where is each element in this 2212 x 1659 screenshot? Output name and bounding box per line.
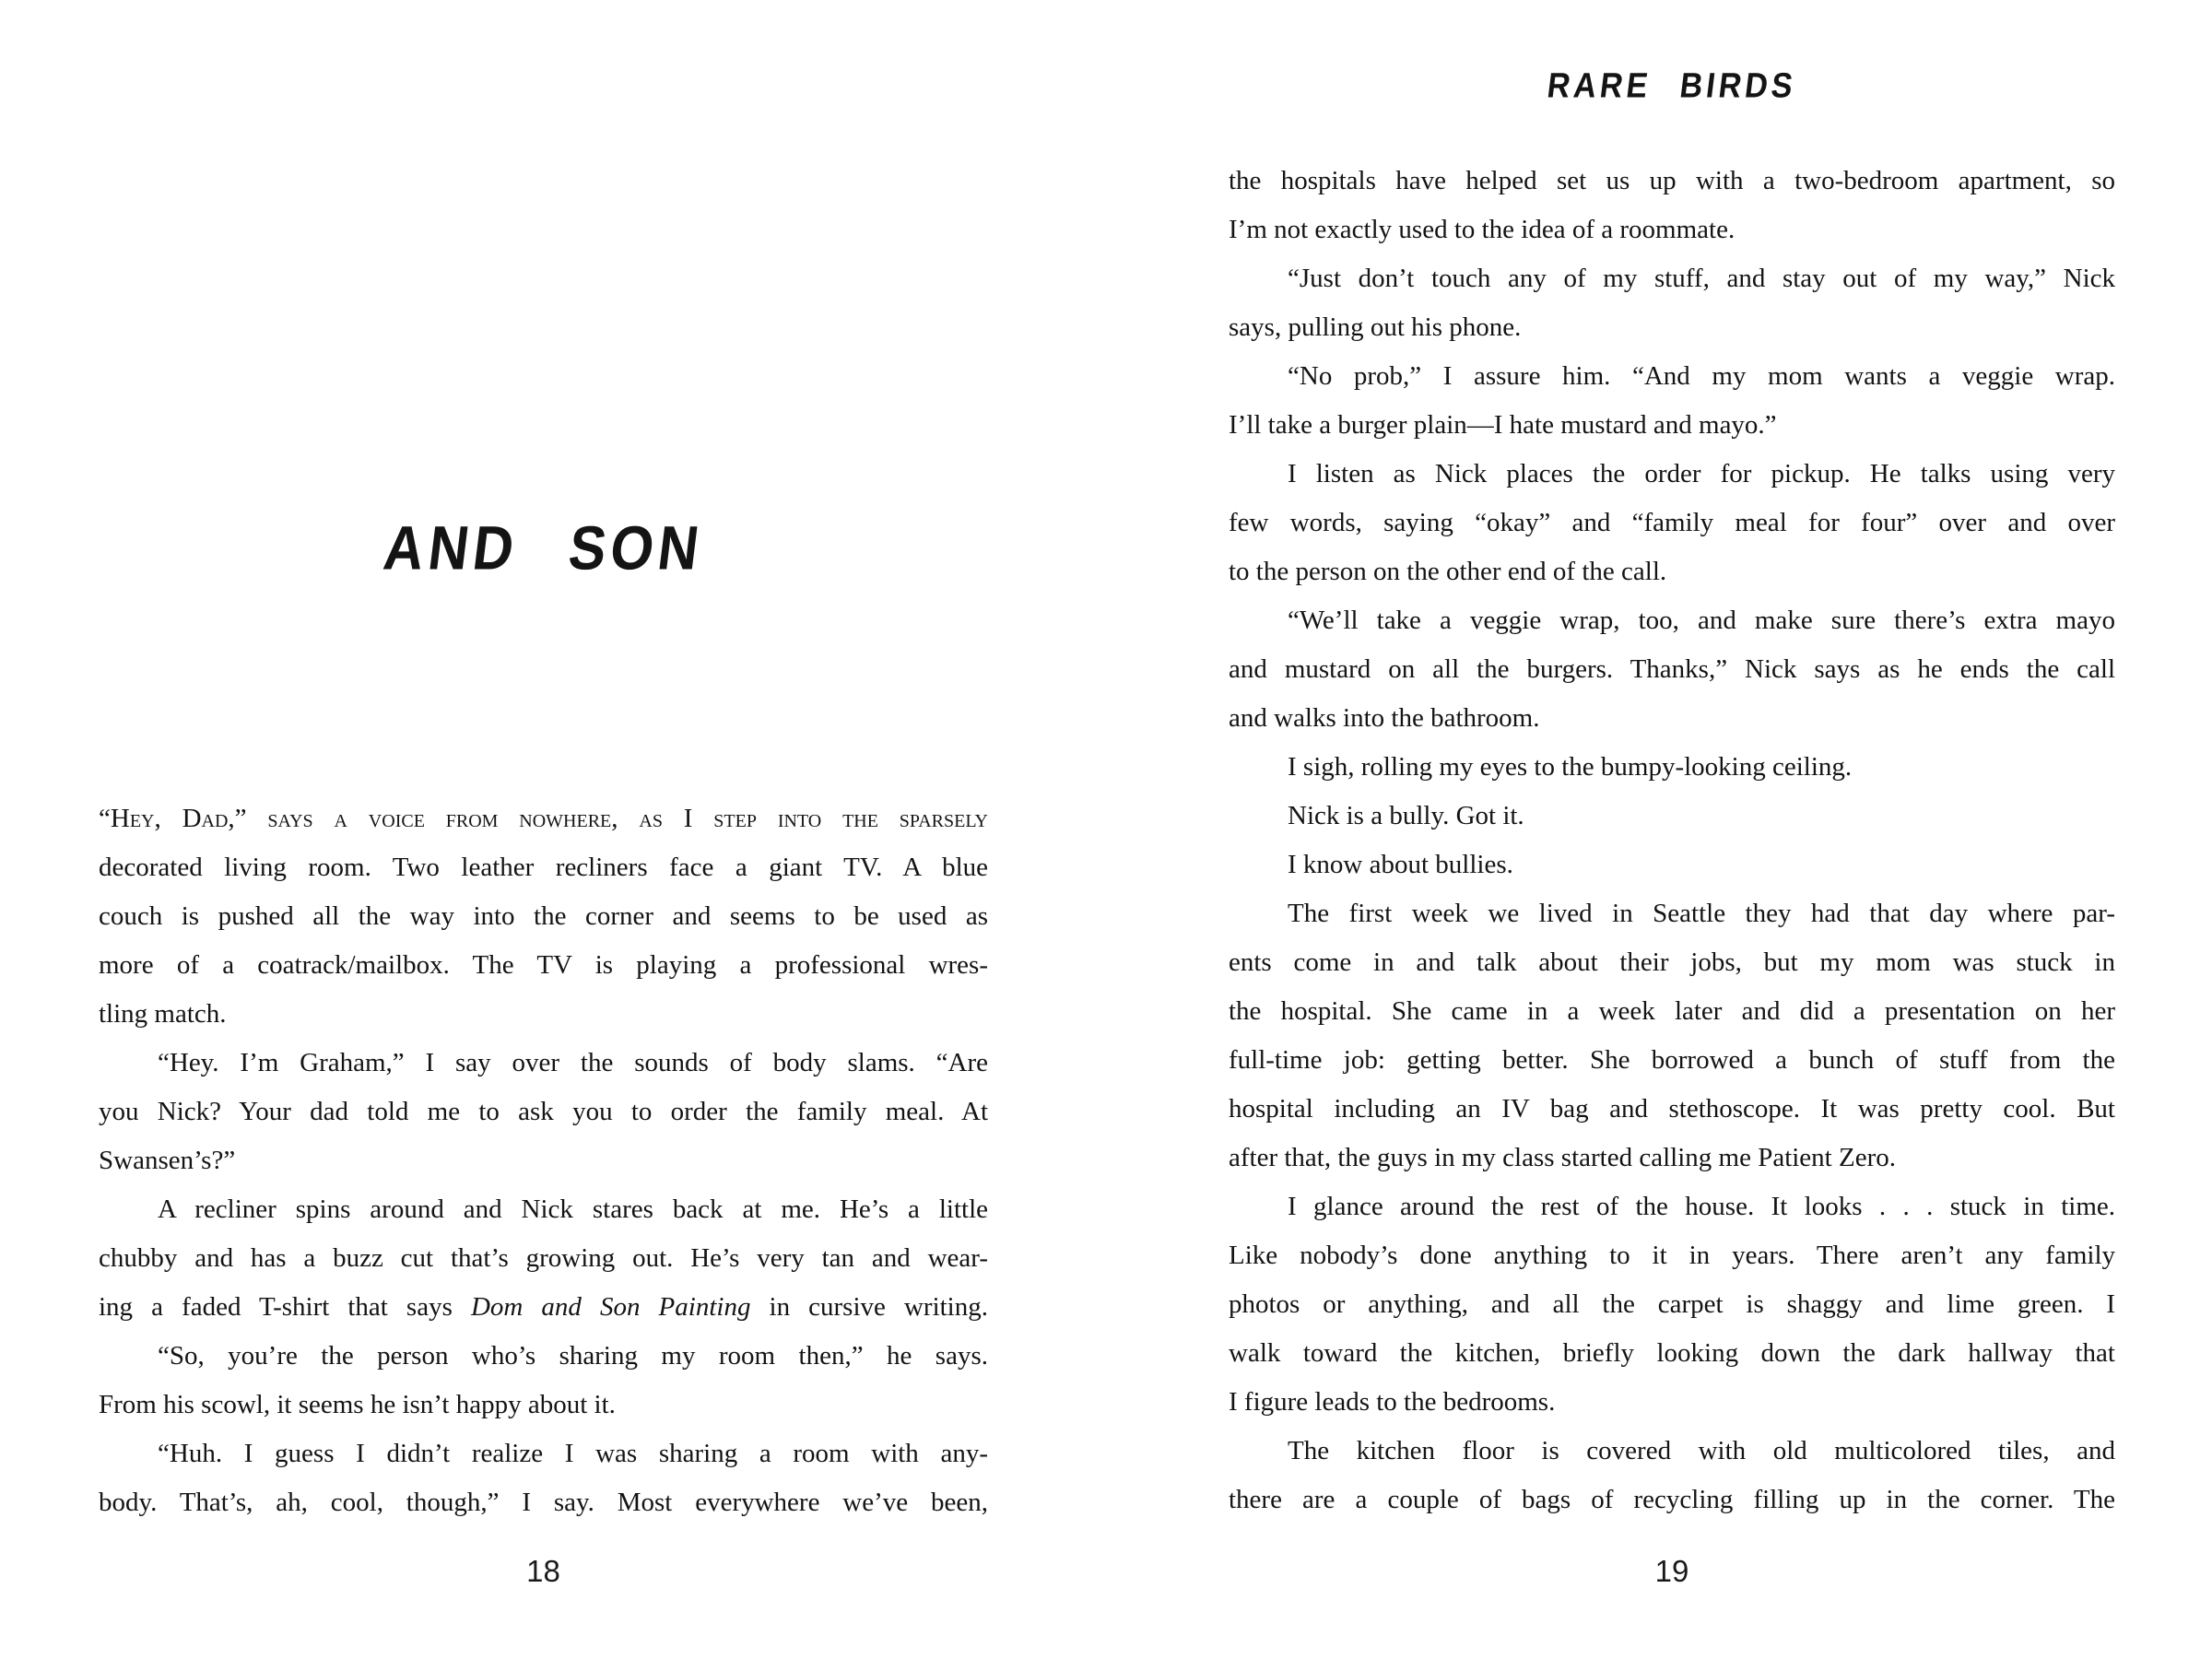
text-segment: hospital including an IV bag and stethoscope. It was pretty cool. But <box>1229 1094 2115 1124</box>
text-segment: The first week we lived in Seattle they had that day where par- <box>1288 899 2115 928</box>
running-header <box>1229 65 2115 106</box>
text-line <box>99 794 988 843</box>
text-line <box>1229 792 2115 841</box>
text-line <box>99 1088 988 1136</box>
text-segment: Like nobody’s done anything to it in years. There aren’t any family <box>1229 1241 2115 1270</box>
text-segment: and mustard on all the burgers. Thanks,” Nick says as he ends the call <box>1229 654 2115 684</box>
text-line <box>99 1430 988 1478</box>
text-segment: says, pulling out his phone. <box>1229 312 1522 342</box>
text-segment: there are a couple of bags of recycling filling up in the corner. The <box>1229 1485 2115 1514</box>
running-header-text: RARE BIRDS <box>1545 65 1799 106</box>
text-segment: you Nick? Your dad told me to ask you to order the family meal. At <box>99 1097 988 1126</box>
text-segment: body. That’s, ah, cool, though,” I say. Most everywhere we’ve been, <box>99 1488 988 1517</box>
left-page-body <box>99 794 988 1527</box>
text-line <box>1229 1182 2115 1231</box>
text-segment: few words, saying “okay” and “family meal for four” over and over <box>1229 508 2115 537</box>
text-segment: “Just don’t touch any of my stuff, and stay out of my way,” Nick <box>1288 264 2115 293</box>
text-line <box>99 1136 988 1185</box>
text-line <box>1229 743 2115 792</box>
right-page-number: 19 <box>1654 1554 1689 1588</box>
text-segment: Nick is a bully. Got it. <box>1288 801 1524 830</box>
text-segment: “Hey. I’m Graham,” I say over the sounds of body slams. “Are <box>158 1048 988 1077</box>
text-segment: tling match. <box>99 999 227 1029</box>
text-line <box>1229 499 2115 547</box>
text-line <box>1229 352 2115 401</box>
text-line <box>1229 1476 2115 1524</box>
text-segment: after that, the guys in my class started calling me Patient Zero. <box>1229 1143 1896 1172</box>
text-line <box>1229 1231 2115 1280</box>
text-segment: I’m not exactly used to the idea of a roommate. <box>1229 215 1735 244</box>
chapter-title <box>99 512 988 583</box>
text-line <box>99 1478 988 1527</box>
text-segment: “Hey, Dad,” says a voice from nowhere, as I step into the sparsely <box>99 804 988 833</box>
text-line <box>1229 450 2115 499</box>
text-segment: to the person on the other end of the call. <box>1229 557 1667 586</box>
text-segment: Swansen’s?” <box>99 1146 236 1175</box>
text-line <box>99 1381 988 1430</box>
text-segment: I know about bullies. <box>1288 850 1513 879</box>
text-segment: photos or anything, and all the carpet is shaggy and lime green. I <box>1229 1289 2115 1319</box>
text-segment: full-time job: getting better. She borrowed a bunch of stuff from the <box>1229 1045 2115 1075</box>
text-segment: Dom and Son Painting <box>470 1292 751 1322</box>
text-line <box>1229 206 2115 254</box>
text-line <box>1229 645 2115 694</box>
text-line <box>99 1283 988 1332</box>
right-page-body <box>1229 157 2115 1524</box>
text-line <box>1229 1036 2115 1085</box>
text-segment: ents come in and talk about their jobs, but my mom was stuck in <box>1229 947 2115 977</box>
text-segment: walk toward the kitchen, briefly looking down the dark hallway that <box>1229 1338 2115 1368</box>
text-line <box>1229 401 2115 450</box>
text-segment: and walks into the bathroom. <box>1229 703 1540 733</box>
text-segment: I figure leads to the bedrooms. <box>1229 1387 1556 1417</box>
text-line <box>1229 1134 2115 1182</box>
text-line <box>1229 547 2115 596</box>
text-segment: I glance around the rest of the house. It looks . . . stuck in time. <box>1288 1192 2115 1221</box>
text-segment: “Huh. I guess I didn’t realize I was sharing a room with any- <box>158 1439 988 1468</box>
text-line <box>1229 1329 2115 1378</box>
text-segment: I listen as Nick places the order for pickup. He talks using very <box>1288 459 2115 488</box>
text-segment: ing a faded T-shirt that says <box>99 1292 471 1322</box>
text-line <box>99 990 988 1039</box>
text-line <box>1229 1280 2115 1329</box>
text-segment: “So, you’re the person who’s sharing my room then,” he says. <box>158 1341 988 1371</box>
text-line <box>1229 938 2115 987</box>
text-line <box>99 941 988 990</box>
text-line <box>1229 303 2115 352</box>
text-line <box>1229 694 2115 743</box>
text-segment: “We’ll take a veggie wrap, too, and make sure there’s extra mayo <box>1288 606 2115 635</box>
left-page-number: 18 <box>526 1554 560 1588</box>
text-segment: decorated living room. Two leather recliners face a giant TV. A blue <box>99 853 988 882</box>
text-line <box>1229 987 2115 1036</box>
text-segment: I sigh, rolling my eyes to the bumpy-looking ceiling. <box>1288 752 1853 782</box>
text-line <box>1229 1378 2115 1427</box>
text-line <box>99 1039 988 1088</box>
text-line <box>1229 596 2115 645</box>
text-segment: A recliner spins around and Nick stares back at me. He’s a little <box>158 1194 988 1224</box>
text-segment: chubby and has a buzz cut that’s growing out. He’s very tan and wear- <box>99 1243 988 1273</box>
text-line <box>1229 157 2115 206</box>
text-line <box>99 892 988 941</box>
text-line <box>1229 841 2115 889</box>
text-line <box>1229 1085 2115 1134</box>
text-line <box>1229 1427 2115 1476</box>
text-line <box>99 1185 988 1234</box>
chapter-title-text: AND SON <box>380 512 707 583</box>
text-segment: The kitchen floor is covered with old multicolored tiles, and <box>1288 1436 2115 1465</box>
text-line <box>99 843 988 892</box>
text-line <box>99 1234 988 1283</box>
text-segment: From his scowl, it seems he isn’t happy about it. <box>99 1390 616 1419</box>
text-line <box>1229 254 2115 303</box>
text-segment: the hospital. She came in a week later and did a presentation on her <box>1229 996 2115 1026</box>
text-segment: couch is pushed all the way into the corner and seems to be used as <box>99 901 988 931</box>
text-segment: in cursive writing. <box>750 1292 988 1322</box>
text-line <box>1229 889 2115 938</box>
text-segment: more of a coatrack/mailbox. The TV is playing a professional wres- <box>99 950 988 980</box>
text-line <box>99 1332 988 1381</box>
text-segment: the hospitals have helped set us up with a two-bedroom apartment, so <box>1229 166 2115 195</box>
text-segment: “No prob,” I assure him. “And my mom wants a veggie wrap. <box>1288 361 2115 391</box>
text-segment: I’ll take a burger plain—I hate mustard and mayo.” <box>1229 410 1777 440</box>
